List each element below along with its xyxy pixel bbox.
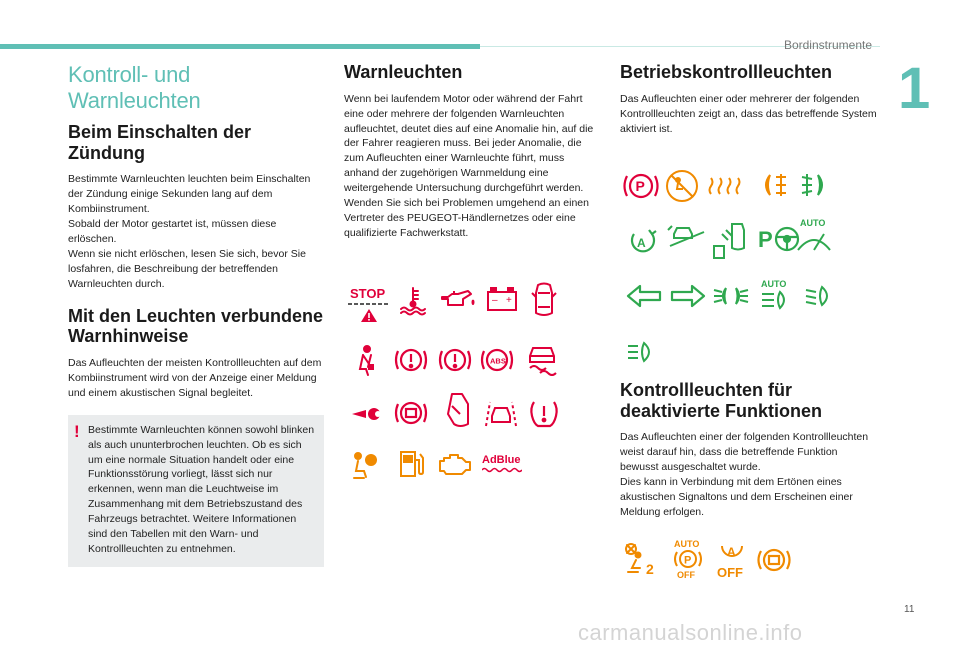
hill-descent-icon bbox=[666, 222, 706, 250]
brake-pad-wear-icon bbox=[394, 398, 428, 428]
automatic-wiper-icon bbox=[794, 216, 834, 256]
airbag-two-label: 2 bbox=[646, 561, 654, 577]
watermark: carmanualsonline.info bbox=[578, 620, 803, 645]
front-fog-light-icon bbox=[800, 172, 832, 198]
column-right bbox=[620, 62, 878, 150]
warning-box bbox=[68, 415, 324, 567]
heading-warnings: Mit den Leuchten verbundene Warnhinweise bbox=[68, 305, 324, 347]
heading-operation: Betriebskontrollleuchten bbox=[620, 62, 833, 82]
column-right-lower bbox=[620, 380, 878, 534]
park-p-label: P bbox=[635, 178, 645, 194]
sidelights-icon bbox=[712, 284, 750, 308]
park-assist-p-label: P bbox=[758, 227, 773, 252]
adblue-icon bbox=[482, 454, 522, 473]
text-deactivated: Das Aufleuchten einer der folgenden Kontrollleuchten weist darauf hin, dass die betreffende Funktion bewusst ausgeschaltet wurde. Dies kann in Verbindung mit dem Ertönen eines akustischen Signaltons und dem Erscheinen einer Meldung erfolgen. bbox=[620, 431, 869, 518]
abs-label: ABS bbox=[490, 356, 506, 366]
turn-left-indicator-icon bbox=[626, 284, 662, 308]
auto-headlamp-icon bbox=[758, 278, 794, 314]
warning-exclamation-icon: ! bbox=[74, 421, 80, 441]
service-wrench-icon bbox=[350, 404, 382, 424]
warning-box-text: Bestimmte Warnleuchten können sowohl blinken als auch ununterbrochen leuchten. Ob es sich um eine normale Situation handelt oder eine Funktionsstörung vorliegt, lässt sich nur erkennen, wenn man die Leuchtweise im Zusammenhang mit dem Betriebszustand des Fahrzeugs betrachtet. Weitere Informationen sind den Tabellen mit den Warn- und Kontrollleuchten zu entnehmen. bbox=[88, 423, 315, 555]
airbag-off-icon bbox=[622, 542, 660, 576]
auto-park-brake-off-icon bbox=[668, 538, 708, 580]
dipped-beam-icon bbox=[804, 284, 836, 308]
airbag-icon bbox=[350, 450, 380, 480]
brake-p-label: P bbox=[684, 554, 692, 567]
text-warnings: Das Aufleuchten der meisten Kontrollleuchten auf dem Kombiinstrument wird von der Anzeige einer Meldung und einem akustischen Signal begleitet. bbox=[68, 357, 322, 399]
oil-pressure-icon bbox=[440, 288, 476, 308]
battery-charge-icon bbox=[486, 286, 518, 312]
heading-ignition: Beim Einschalten der Zündung bbox=[68, 122, 252, 163]
seatbelt-icon bbox=[356, 345, 380, 377]
parking-brake-warning-icon bbox=[394, 345, 428, 375]
stopstart-a-label: A bbox=[727, 545, 736, 559]
automatic-wiping-icon bbox=[708, 220, 748, 260]
parking-brake-applied-icon bbox=[622, 170, 660, 202]
tyre-pressure-icon bbox=[528, 398, 560, 428]
lane-departure-icon bbox=[484, 398, 518, 428]
main-beam-icon bbox=[626, 340, 658, 364]
abs-icon bbox=[480, 345, 514, 375]
rear-fog-light-icon bbox=[758, 172, 790, 198]
wiper-auto-label: AUTO bbox=[800, 218, 826, 228]
stability-control-icon bbox=[526, 342, 558, 374]
door-open-icon bbox=[532, 281, 556, 321]
section-title: Bordinstrumente bbox=[783, 38, 872, 52]
battery-minus: – bbox=[492, 295, 498, 306]
low-fuel-icon bbox=[398, 448, 426, 480]
stopstart-off-label: OFF bbox=[717, 565, 743, 580]
brake-off-label: OFF bbox=[677, 570, 695, 580]
stop-start-off-icon bbox=[714, 540, 750, 580]
chapter-number: 1 bbox=[898, 56, 931, 121]
engine-warning-icon bbox=[438, 452, 474, 476]
header-accent-bar bbox=[0, 44, 480, 49]
stop-warning-icon bbox=[346, 284, 392, 324]
column-left bbox=[68, 62, 324, 567]
adblue-label: AdBlue bbox=[482, 454, 521, 466]
battery-plus: + bbox=[506, 295, 512, 306]
collision-alert-off-icon bbox=[756, 544, 792, 576]
auto-a-label: A bbox=[637, 236, 646, 250]
headlamp-auto-label: AUTO bbox=[761, 279, 787, 289]
brake-system-icon bbox=[438, 345, 472, 375]
page-title: Kontroll- und Warnleuchten bbox=[68, 62, 201, 113]
heading-deactivated: Kontrollleuchten für deaktivierte Funktionen bbox=[620, 380, 823, 421]
glow-plug-icon bbox=[708, 176, 742, 196]
page-number: 11 bbox=[904, 604, 915, 615]
column-middle bbox=[344, 62, 596, 255]
text-ignition: Bestimmte Warnleuchten leuchten beim Einschalten der Zündung einige Sekunden lang auf dem Kombiinstrument. Sobald der Motor gestartet ist, müssen diese erlöschen. Wenn sie nicht erlöschen, lesen Sie sich, bevor Sie losfahren, die Beschreibung der betreffenden Warnleuchten durch. bbox=[68, 173, 311, 290]
brake-auto-label: AUTO bbox=[674, 539, 700, 549]
stop-start-icon bbox=[628, 226, 658, 256]
passenger-airbag-off-icon bbox=[664, 168, 700, 204]
text-warnlights: Wenn bei laufendem Motor oder während der Fahrt eine oder mehrere der folgenden Warnleuchten aufleuchtet, deutet dies auf eine Anomalie hin, auf die der Fahrer reagieren muss. Bei jeder Anomalie, die zum Aufleuchten einer Warnleuchte führt, muss anhand der zugehörigen Warnmeldung eine weitergehende Untersuchung durchgeführt werden. Wenden Sie sich bei Problemen umgehend an einen Vertreter des PEUGEOT-Händlernetzes oder eine qualifizierte Fachwerkstatt. bbox=[344, 92, 594, 239]
stop-label: STOP bbox=[350, 286, 386, 301]
coolant-temperature-icon bbox=[398, 285, 428, 315]
turn-right-indicator-icon bbox=[670, 284, 706, 308]
door-ajar-icon bbox=[444, 392, 472, 430]
heading-warnlights: Warnleuchten bbox=[344, 62, 463, 82]
text-operation: Das Aufleuchten einer oder mehrerer der folgenden Kontrollleuchten zeigt an, dass das betreffende System aktiviert ist. bbox=[620, 92, 877, 135]
